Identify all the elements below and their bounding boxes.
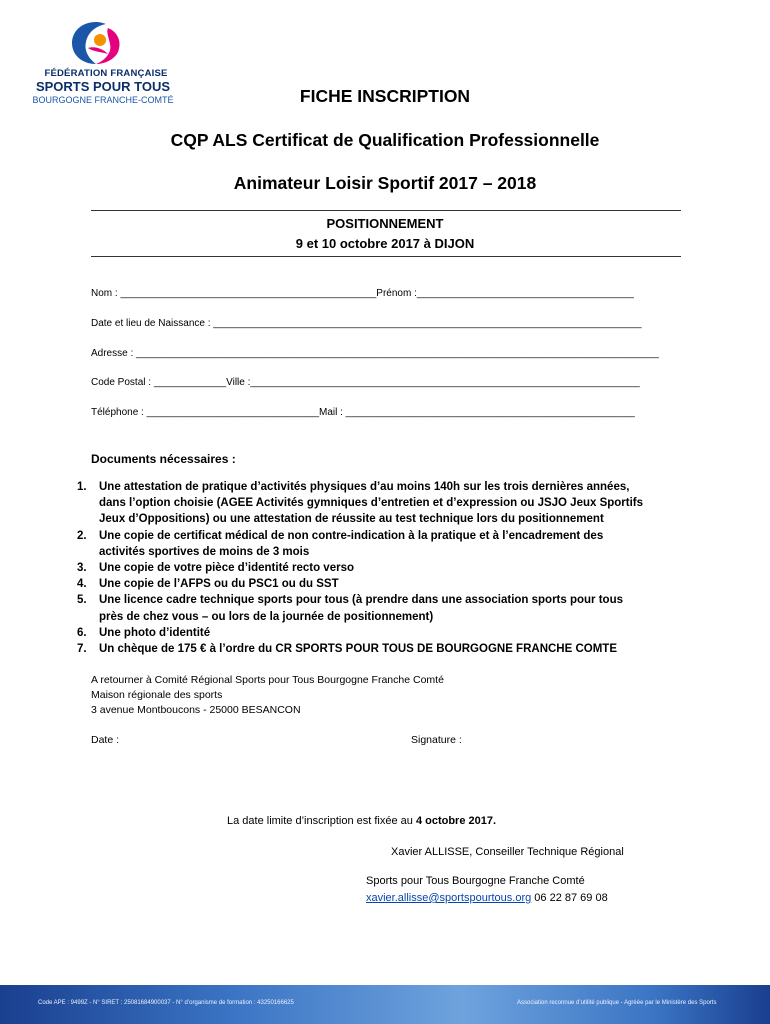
footer-legal-left: Code APE : 9499Z - N° SIRET : 25081684900037 - N° d’organisme de formation : 43250166625 xyxy=(38,1000,294,1006)
session-date: 9 et 10 octobre 2017 à DIJON xyxy=(295,236,475,251)
naissance-field[interactable]: Date et lieu de Naissance : _____________________________________________________________________________ xyxy=(91,318,642,329)
page-subtitle: CQP ALS Certificat de Qualification Professionnelle xyxy=(170,130,600,150)
document-item-text: Une copie de votre pièce d’identité recto verso xyxy=(99,562,354,575)
document-item-text: Une attestation de pratique d’activités physiques d’au moins 140h sur les trois dernières années, xyxy=(99,481,630,493)
email-link[interactable]: xavier.allisse@sportspourtous.org xyxy=(366,892,532,904)
document-item-line xyxy=(77,592,717,608)
document-item-line xyxy=(77,641,717,657)
page-subtitle-2: Animateur Loisir Sportif 2017 – 2018 xyxy=(233,173,537,193)
document-item-text: Une photo d’identité xyxy=(99,626,211,639)
deadline-text xyxy=(227,815,496,827)
footer-banner xyxy=(0,985,770,1024)
document-item-number: 2. xyxy=(77,529,87,542)
document-item-number: 1. xyxy=(77,481,87,493)
adresse-field[interactable]: Adresse : ______________________________________________________________________________________________ xyxy=(91,348,659,359)
contact-details xyxy=(366,892,608,904)
logo-line-sports: SPORTS POUR TOUS xyxy=(35,79,171,94)
document-item-text: Une copie de l’AFPS ou du PSC1 ou du SST xyxy=(99,578,339,591)
document-item-number: 4. xyxy=(77,578,87,591)
return-address xyxy=(91,673,444,718)
telephone-mail-field[interactable]: Téléphone : _______________________________Mail : ____________________________________________________ xyxy=(91,407,635,418)
deadline-prefix: La date limite d’inscription est fixée au xyxy=(227,815,416,827)
document-item-line xyxy=(77,544,717,560)
document-item-line xyxy=(77,495,717,511)
document-item-text: activités sportives de moins de 3 mois xyxy=(99,545,310,558)
document-item-line xyxy=(77,511,717,527)
logo-line-region: BOURGOGNE FRANCHE-COMTÉ xyxy=(32,95,174,105)
document-item-text: près de chez vous – ou lors de la journée de positionnement) xyxy=(99,610,434,623)
document-item-line xyxy=(77,479,717,495)
date-label: Date : xyxy=(91,734,120,746)
nom-prenom-field[interactable]: Nom : ______________________________________________Prénom :_______________________________________ xyxy=(91,288,634,299)
documents-heading: Documents nécessaires : xyxy=(91,452,236,466)
document-item-number: 5. xyxy=(77,594,87,607)
document-item-text: dans l’option choisie (AGEE Activités gymniques d’entretien et d’expression ou JSJO Jeux Sportifs xyxy=(99,497,644,510)
address-line-2: Maison régionale des sports xyxy=(91,689,223,701)
logo-line-federation: FÉDÉRATION FRANÇAISE xyxy=(44,68,168,79)
sports-pour-tous-logo-icon xyxy=(66,18,126,68)
document-item-number: 7. xyxy=(77,643,87,656)
page-title: FICHE INSCRIPTION xyxy=(299,86,471,106)
document-item-line xyxy=(77,560,717,576)
address-line-1: A retourner à Comité Régional Sports pour Tous Bourgogne Franche Comté xyxy=(91,674,444,686)
footer-legal-right: Association reconnue d’utilité publique - Agréée par le Ministère des Sports xyxy=(517,1000,717,1006)
document-item-text: Un chèque de 175 € à l’ordre du CR SPORTS POUR TOUS DE BOURGOGNE FRANCHE COMTE xyxy=(99,643,617,656)
contact-name: Xavier ALLISSE, Conseiller Technique Régional xyxy=(391,846,624,858)
document-item-line xyxy=(77,576,717,592)
document-item-text: Une licence cadre technique sports pour tous (à prendre dans une association sports pour tous xyxy=(99,594,623,607)
deadline-date: 4 octobre 2017. xyxy=(415,815,497,827)
document-item-text: Une copie de certificat médical de non contre-indication à la pratique et à l’encadrement des xyxy=(99,529,604,542)
document-item-number: 3. xyxy=(77,562,87,575)
document-item-line xyxy=(77,609,717,625)
contact-org: Sports pour Tous Bourgogne Franche Comté xyxy=(366,875,585,887)
signature-label: Signature : xyxy=(411,734,462,746)
document-item-number: 6. xyxy=(77,626,87,639)
document-item-text: Jeux d’Oppositions) ou une attestation de réussite au test technique lors du positionnement xyxy=(99,513,604,526)
document-item-line xyxy=(77,625,717,641)
documents-list xyxy=(77,479,717,657)
top-divider xyxy=(91,210,681,211)
bottom-divider xyxy=(91,256,681,257)
document-item-line xyxy=(77,528,717,544)
code-postal-ville-field[interactable]: Code Postal : _____________Ville :______________________________________________________________________ xyxy=(91,377,640,388)
address-line-3: 3 avenue Montboucons - 25000 BESANCON xyxy=(91,704,301,716)
session-label: POSITIONNEMENT xyxy=(326,216,444,231)
phone-number: 06 22 87 69 08 xyxy=(531,892,608,904)
